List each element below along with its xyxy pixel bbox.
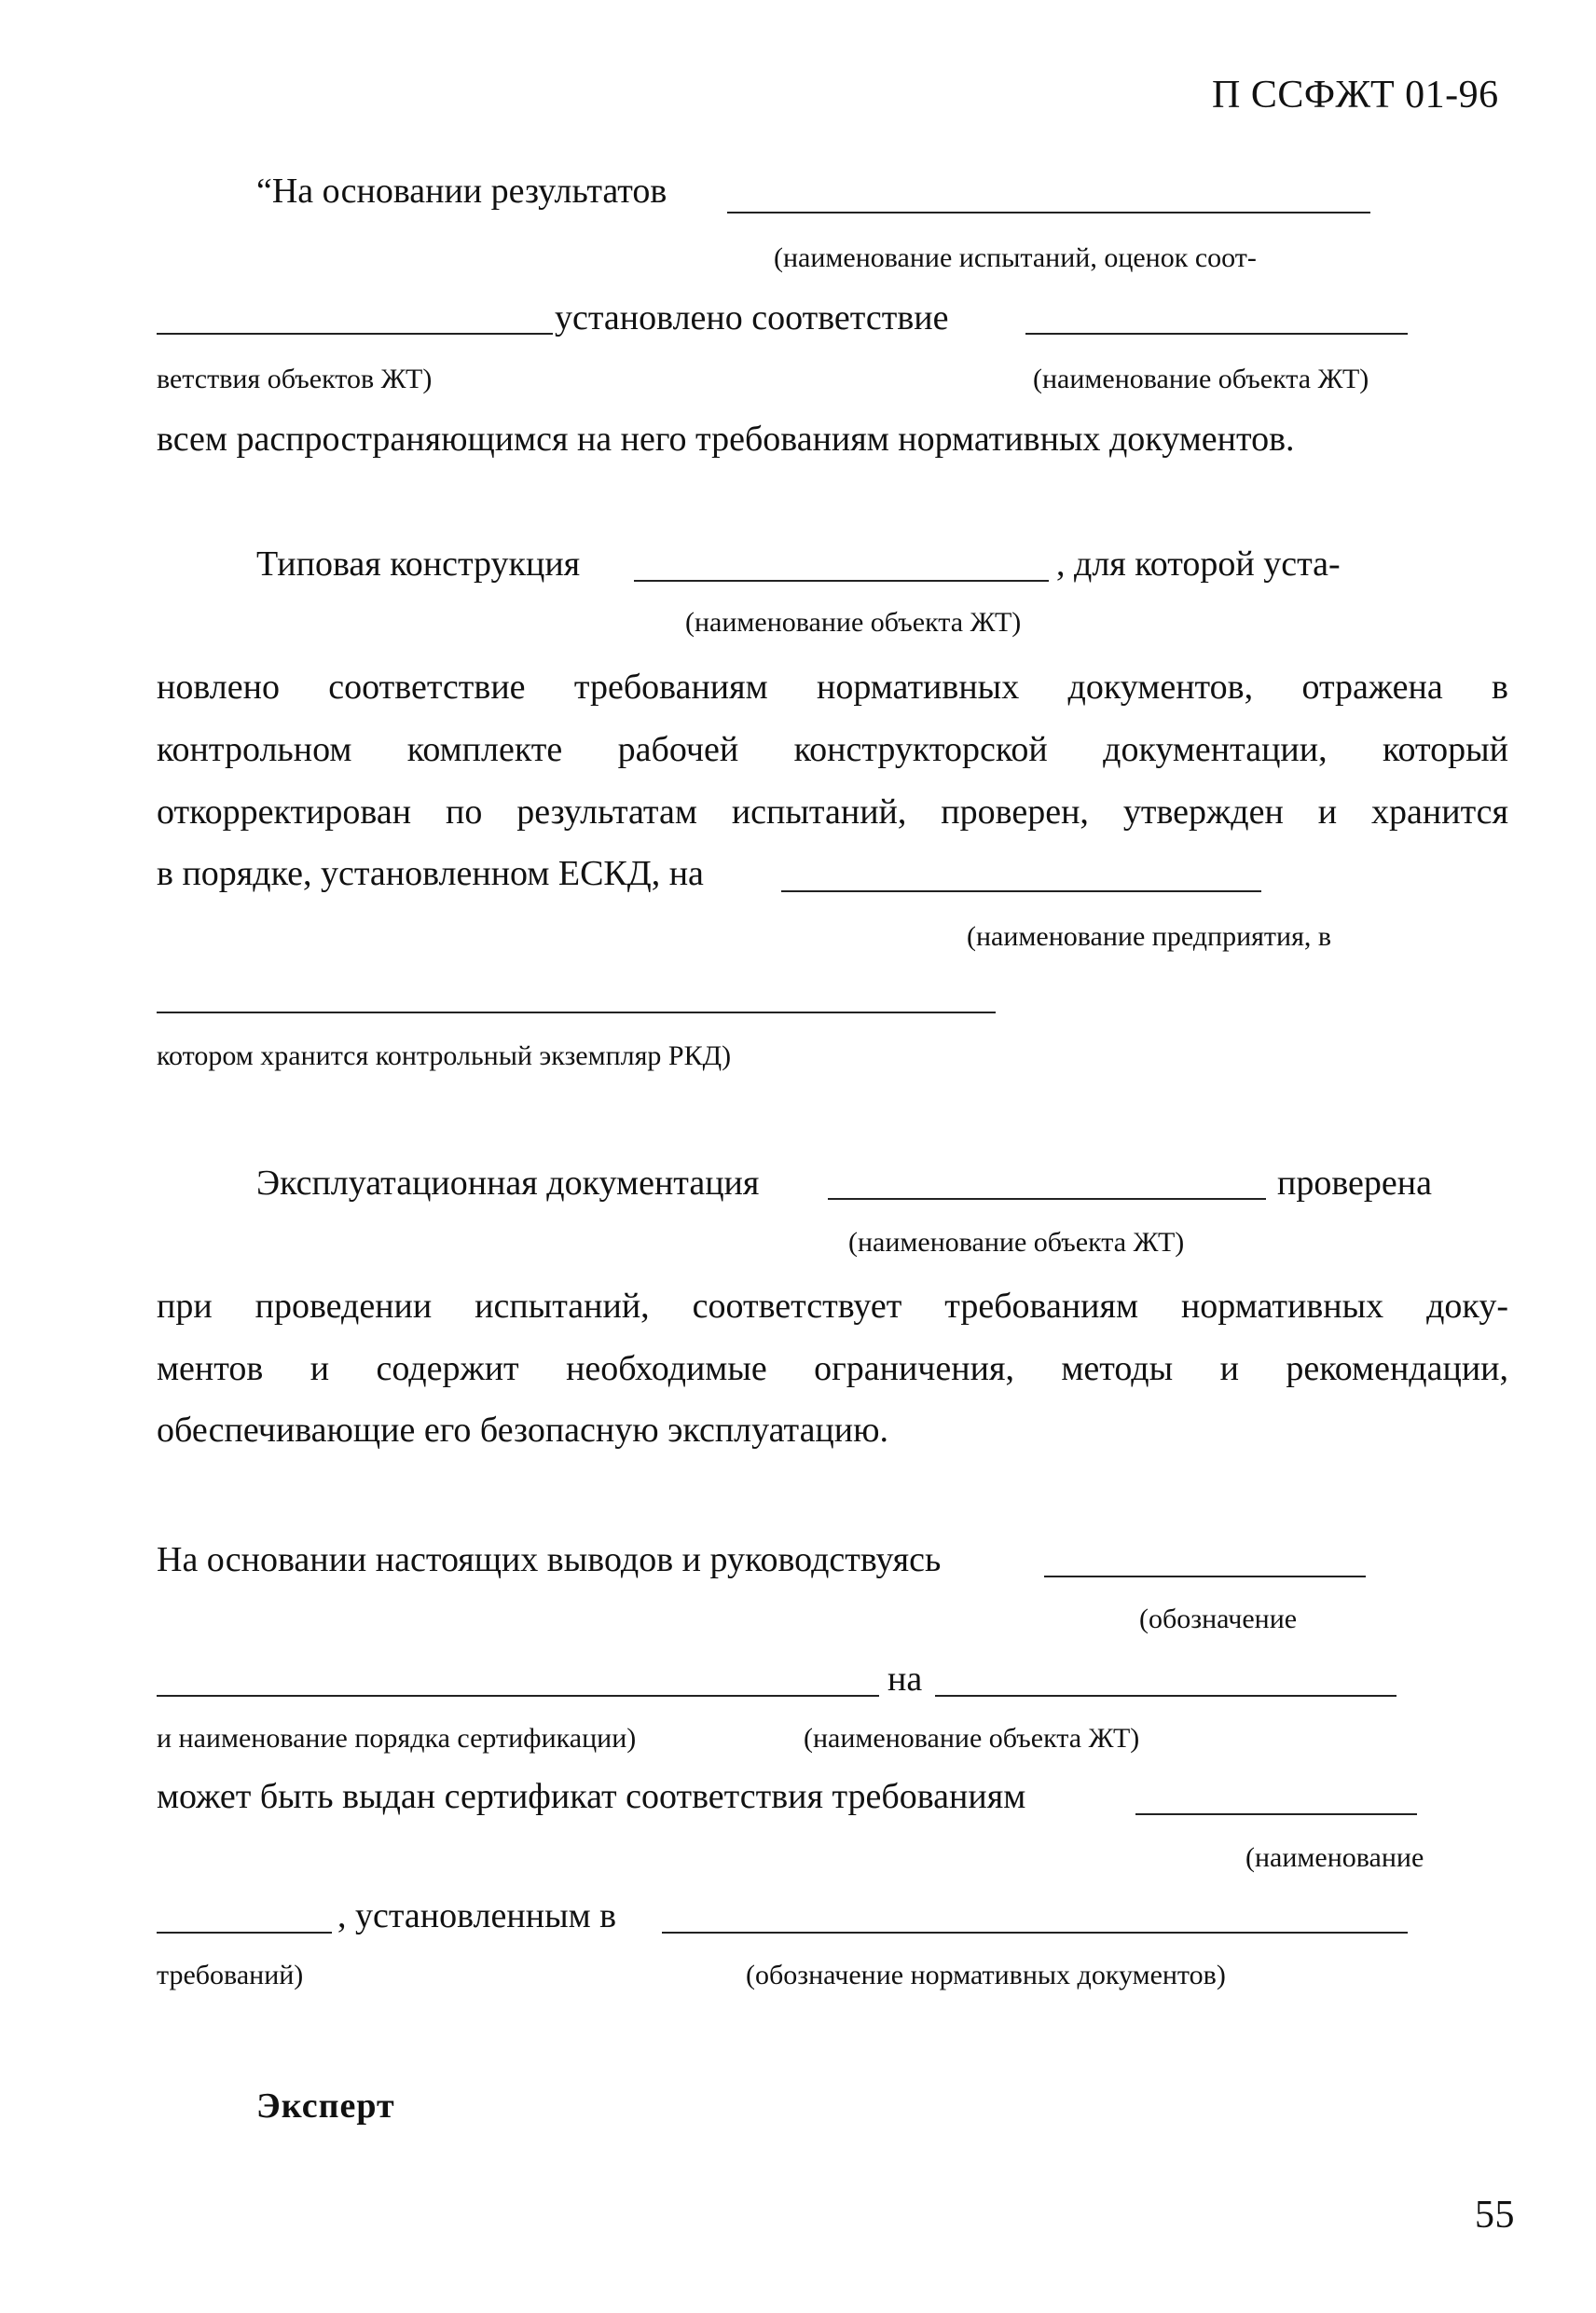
block4-hint4-right: (обозначение нормативных документов) [746,1960,1226,1990]
block4-hint1: (обозначение [1139,1604,1298,1634]
block2-hint3: котором хранится контрольный экземпляр РКД) [157,1040,732,1071]
block2-paragraph-line: контрольном комплекте рабочей конструкторской документации, который [157,730,1508,769]
blank-test-name [727,212,1370,213]
block3-line4: обеспечивающие его безопасную эксплуатацию. [157,1411,888,1450]
block2-line1-right: , для которой уста- [1056,544,1341,584]
blank-enterprise-name [781,890,1261,892]
blank-operational-docs [828,1198,1266,1200]
expert-label: Эксперт [256,2086,395,2126]
blank-test-name-cont [157,333,553,335]
block2-hint1: (наименование объекта ЖТ) [685,607,1022,638]
block2-line5: в порядке, установленном ЕСКД, на [157,854,704,893]
blank-certification-designation [1044,1576,1366,1577]
blank-object-name [1025,333,1408,335]
block4-line4: , установленным в [337,1896,617,1935]
block1-hint2-right: (наименование объекта ЖТ) [1033,364,1369,394]
block1-hint1: (наименование испытаний, оценок соот- [774,242,1257,273]
block2-line1-left: Типовая конструкция [256,544,581,584]
blank-object-name-2 [935,1695,1396,1697]
block4-hint2-left: и наименование порядка сертификации) [157,1723,637,1754]
block2-paragraph-line: новлено соответствие требованиям нормативных документов, отражена в [157,668,1508,707]
block4-line3: может быть выдан сертификат соответствия требованиям [157,1777,1026,1816]
block3-line1-right: проверена [1277,1163,1432,1203]
page-number: 55 [1475,2194,1515,2237]
document-code: П ССФЖТ 01-96 [1212,74,1499,117]
block4-na: на [887,1659,923,1699]
blank-requirements-name-cont [157,1932,332,1934]
block4-hint4-left: требований) [157,1960,304,1990]
block2-hint2: (наименование предприятия, в [967,921,1332,952]
blank-requirements-name [1135,1813,1417,1815]
block4-hint2-right: (наименование объекта ЖТ) [804,1723,1140,1754]
block1-hint2-left: ветствия объектов ЖТ) [157,364,433,394]
block4-line1: На основании настоящих выводов и руководствуясь [157,1540,942,1579]
block3-hint1: (наименование объекта ЖТ) [848,1227,1185,1258]
blank-enterprise-name-cont [157,1012,996,1013]
blank-typical-construction [634,580,1049,582]
block2-paragraph-line: откорректирован по результатам испытаний, проверен, утвержден и хранится [157,792,1508,832]
blank-certification-procedure [157,1695,879,1697]
block4-hint3: (наименование [1245,1842,1424,1873]
block3-paragraph-line: ментов и содержит необходимые ограничения, методы и рекомендации, [157,1349,1508,1388]
block1-line1: “На основании результатов [256,172,667,211]
block1-line2: установлено соответствие [555,298,949,337]
block3-line1-left: Эксплуатационная документация [256,1163,760,1203]
block3-paragraph-line: при проведении испытаний, соответствует требованиям нормативных доку- [157,1287,1508,1326]
block1-line3: всем распространяющимся на него требованиям нормативных документов. [157,420,1295,459]
blank-normative-docs [662,1932,1408,1934]
